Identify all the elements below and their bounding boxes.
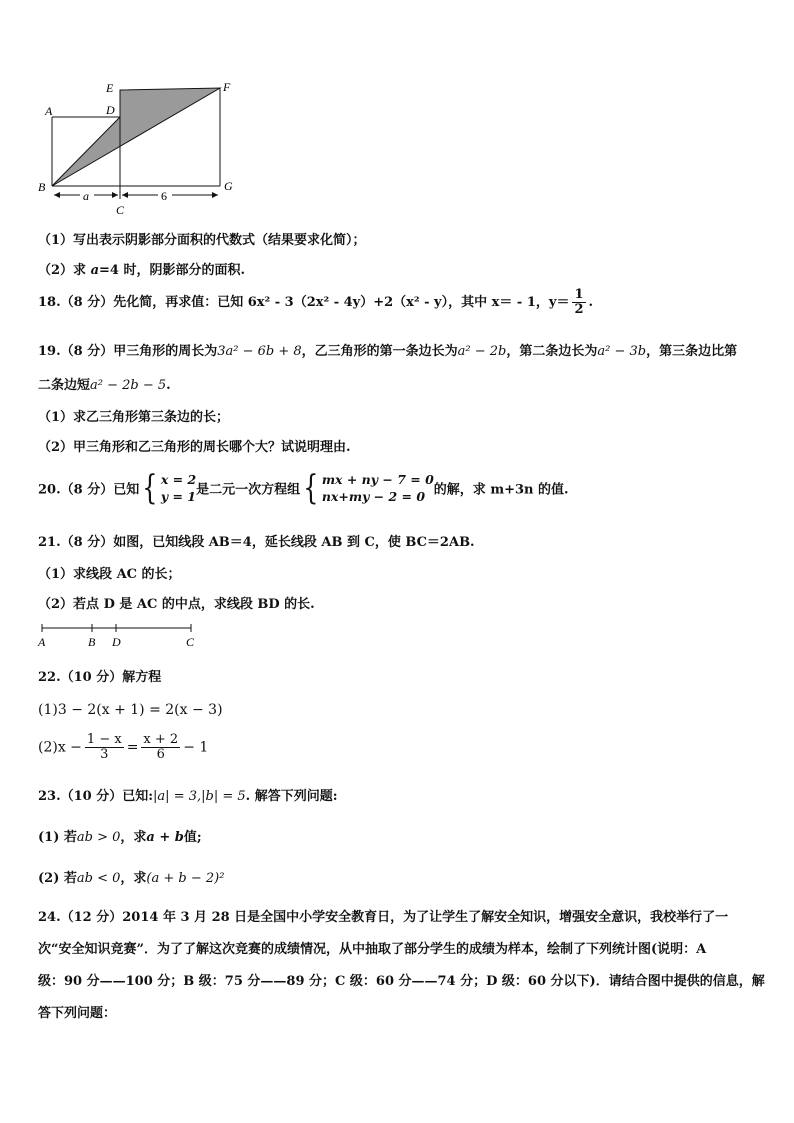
- shaded-region: [52, 88, 220, 186]
- q19-line2: [38, 374, 171, 393]
- q23-p1-expr: a + b: [146, 830, 184, 845]
- left-brace-icon: {: [303, 468, 319, 508]
- q24-line3: 级：90 分——100 分；B 级：75 分——89 分；C 级：60 分——74 分；D 级：60 分以下)．请结合图中提供的信息，解: [38, 974, 765, 989]
- q23-p2-expr: (a + b − 2)²: [146, 871, 225, 886]
- q17-part2-prefix: （2）求: [38, 263, 91, 278]
- q23-p1-prefix: (1) 若: [38, 830, 77, 845]
- q22-frac2-den: 6: [156, 747, 165, 762]
- q23-text: [38, 785, 338, 804]
- q20: [38, 468, 569, 508]
- q19-line1: [38, 340, 737, 359]
- q23-suffix: . 解答下列问题:: [245, 789, 338, 804]
- q20-mid: 是二元一次方程组: [196, 482, 301, 498]
- q22-frac1: [85, 733, 124, 762]
- arrow-head: [54, 192, 60, 198]
- left-brace-icon: {: [142, 468, 158, 508]
- q23-p1-end: 值;: [183, 830, 202, 845]
- q17-part2-suffix: =4 时，阴影部分的面积.: [99, 263, 246, 278]
- q18-end: .: [588, 295, 594, 310]
- q22-eq1: (1)3 − 2(x + 1) = 2(x − 3): [38, 702, 223, 718]
- vertex-C: C: [116, 203, 125, 217]
- q18-frac-den: 2: [574, 302, 584, 317]
- q18-fraction: [572, 288, 585, 317]
- q18-text: 18.（8 分）先化简，再求值：已知 6x² - 3（2x² - 4y）+2（x² - y），其中 x＝ - 1，y＝: [38, 295, 570, 310]
- q20-sol1: x = 2: [160, 472, 197, 487]
- q23-part1: [38, 826, 202, 845]
- vertex-E: E: [106, 81, 114, 95]
- q24-line4: 答下列问题：: [38, 1006, 117, 1021]
- q20-prefix: 20.（8 分）已知: [38, 482, 140, 498]
- q23-part2: [38, 867, 224, 886]
- q19-t6: .: [166, 378, 171, 393]
- q23-prefix: 23.（10 分）已知:: [38, 789, 154, 804]
- point-D: D: [112, 635, 121, 649]
- q17-part2: [38, 259, 245, 278]
- q22-frac2-num: x + 2: [143, 732, 179, 747]
- point-B: B: [88, 635, 96, 649]
- q23-cond: |a| = 3,|b| = 5: [153, 789, 246, 804]
- q24-line2: 次“安全知识竞赛”．为了了解这次竞赛的成绩情况，从中抽取了部分学生的成绩为样本，绘制了下列统计图(说明：A: [38, 942, 707, 957]
- q22-eq2-suffix: − 1: [183, 739, 209, 756]
- q22-frac1-den: 3: [100, 747, 109, 762]
- q22-eq2-eq: =: [126, 739, 139, 756]
- q23-p1-mid: ，求: [120, 830, 147, 845]
- q22-text: 22.（10 分）解方程: [38, 670, 162, 685]
- label-6: 6: [161, 189, 167, 203]
- point-C: C: [186, 635, 195, 649]
- arrow-head: [122, 192, 128, 198]
- vertex-D: D: [106, 103, 115, 117]
- q23-p1-cond: ab > 0: [76, 830, 121, 845]
- segment-line-figure: [34, 620, 204, 652]
- q19-t4: ，第三条边比第: [646, 344, 738, 359]
- q24-line1: 24.（12 分）2014 年 3 月 28 日是全国中小学安全教育日，为了让学生了解安全知识，增强安全意识，我校举行了一: [38, 910, 729, 925]
- q17-part2-var: a: [90, 263, 100, 278]
- q17-part1: （1）写出表示阴影部分面积的代数式（结果要求化简）；: [38, 233, 366, 248]
- q18: [38, 288, 593, 317]
- label-a: a: [83, 189, 89, 203]
- q21-part2: （2）若点 D 是 AC 的中点，求线段 BD 的长.: [38, 597, 315, 612]
- q22-frac2: [141, 733, 180, 762]
- q18-frac-num: 1: [574, 287, 584, 302]
- vertex-A: A: [45, 104, 53, 118]
- q19-m1: 3a² − 6b + 8: [217, 344, 302, 359]
- q21-text: 21.（8 分）如图，已知线段 AB＝4，延长线段 AB 到 C，使 BC＝2AB.: [38, 535, 475, 550]
- q20-system: [322, 471, 434, 505]
- q19-t2: ，乙三角形的第一条边长为: [301, 344, 458, 359]
- q22-eq2-prefix: (2)x −: [38, 739, 82, 756]
- q19-m3: a² − 3b: [597, 344, 647, 359]
- q19-m4: a² − 2b − 5: [90, 378, 167, 393]
- q19-m2: a² − 2b: [457, 344, 507, 359]
- q19-part1: （1）求乙三角形第三条边的长；: [38, 410, 230, 425]
- q20-sol2: y = 1: [160, 489, 196, 504]
- vertex-F: F: [223, 80, 231, 94]
- q23-p2-cond: ab < 0: [76, 871, 121, 886]
- shaded-area-figure: [30, 74, 245, 219]
- q19-part2: （2）甲三角形和乙三角形的周长哪个大？试说明理由.: [38, 440, 351, 455]
- q22-frac1-num: 1 − x: [86, 732, 122, 747]
- q19-t5: 二条边短: [38, 378, 91, 393]
- arrow-head: [112, 192, 118, 198]
- q19-t1: 19.（8 分）甲三角形的周长为: [38, 344, 218, 359]
- q19-t3: ，第二条边长为: [506, 344, 598, 359]
- q23-p2-prefix: (2) 若: [38, 871, 77, 886]
- q23-p2-mid: ，求: [120, 871, 147, 886]
- q20-eq2: nx+my − 2 = 0: [321, 489, 426, 504]
- arrow-head: [212, 192, 218, 198]
- q22-eq2: [38, 733, 208, 762]
- q21-part1: （1）求线段 AC 的长；: [38, 567, 181, 582]
- q20-suffix: 的解，求 m+3n 的值.: [433, 482, 569, 498]
- q20-eq1: mx + ny − 7 = 0: [321, 472, 434, 487]
- vertex-G: G: [224, 179, 233, 193]
- point-A: A: [38, 635, 46, 649]
- q20-solution: [161, 471, 196, 505]
- vertex-B: B: [38, 180, 46, 194]
